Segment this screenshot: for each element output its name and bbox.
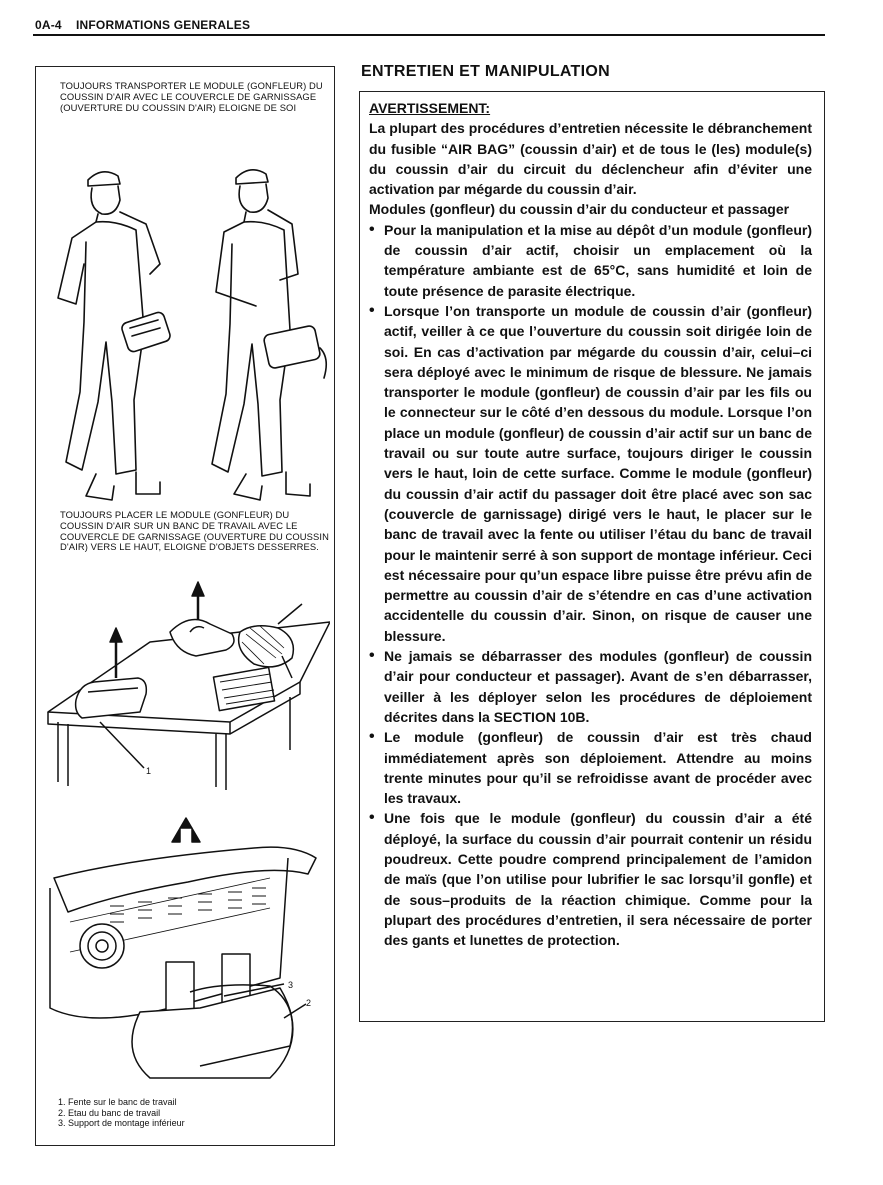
page-number: 0A-4 [35,18,62,32]
bullet-item: • Une fois que le module (gonfleur) du coussin d’air a été déployé, la surface du coussin d’air pourrait contenir un résidu poudreux. Cette poudre comprend principalement de l’amidon de maïs (que l’on utilise pour lubrifier le sac lorsqu’il gonfle) et de sous–produits de la réaction chimique. Comme pour la plupart des procédures d’entretien, il sera nécessaire de porter des gants et lunettes de protection. [369,808,812,950]
carrying-workers-illustration [40,152,330,512]
mounting-bracket-1 [166,962,194,1012]
warning-title: AVERTISSEMENT: [369,100,491,116]
warning-subheading: Modules (gonfleur) du coussin d’air du conducteur et passager [369,201,790,218]
workbench-illustration [40,572,330,792]
warning-bullets [369,220,812,951]
caption-place: TOUJOURS PLACER LE MODULE (GONFLEUR) DU COUSSIN D'AIR SUR UN BANC DE TRAVAIL AVEC LE COUVERCLE DE GARNISSAGE (OUVERTURE DU COUSSIN D'AIR) VERS LE HAUT, ELOIGNE D'OBJETS DESSERRES. [60,509,329,553]
bullet-item: • Ne jamais se débarrasser des modules (gonfleur) de coussin d’air pour conducteur et passager). Avant de s’en débarrasser, veiller à les déployer selon les procédures de déploiement décrites dans la SECTION 10B. [369,646,812,727]
airbag-module-2 [263,325,321,369]
figure-legend [58,1097,185,1129]
caption-carry: TOUJOURS TRANSPORTER LE MODULE (GONFLEUR) DU COUSSIN D'AIR AVEC LE COUVERCLE DE GARNISSAGE (OUVERTURE DU COUSSIN D'AIR) ELOIGNE DE SOI [60,80,323,113]
vise-mounting-illustration [40,802,330,1092]
worker-1-cap [88,172,120,186]
worker-2-cap [236,170,268,184]
legend-item: 2. Etau du banc de travail [58,1107,161,1118]
bullet-item: • Le module (gonfleur) de coussin d’air est très chaud immédiatement après son déploiement. Attendre au moins trente minutes pour qu’il se refroidisse avant de procéder avec les travaux. [369,727,812,808]
callout-1: 1 [146,766,152,776]
bullet-item: • Pour la manipulation et la mise au dépôt d’un module (gonfleur) de coussin d’air actif, choisir un emplacement où la température ambiante est de 65°C, sans humidité et loin de toute présence de parasite électrique. [369,220,812,301]
header-title: INFORMATIONS GENERALES [76,18,251,32]
section-title: ENTRETIEN ET MANIPULATION [361,63,610,80]
large-up-arrow [172,818,200,842]
header-rule [33,34,825,36]
legend-item: 1. Fente sur le banc de travail [58,1097,177,1107]
callout-2: 2 [306,998,312,1008]
warning-intro: La plupart des procédures d’entretien nécessite le débranchement du fusible “AIR BAG” (coussin d’air) et de tous le (les) module(s) du coussin d’air du circuit du déclencheur afin d’éviter une activation par mégarde du coussin d’air. [369,120,812,198]
illustration-panel [35,66,335,1146]
maintenance-section [359,63,825,1022]
page-header [33,16,825,36]
legend-item: 3. Support de montage inférieur [58,1118,185,1129]
callout-3: 3 [288,980,294,990]
bullet-item: • Lorsque l’on transporte un module de coussin d’air (gonfleur) actif, veiller à ce que l’ouverture du coussin soit dirigée loin de soi. En cas d’activation par mégarde du coussin d’air, celui–ci sera déployé avec le minimum de risque de blessure. Ne jamais transporter le module (gonfleur) de coussin d’air par les fils ou le connecteur sur le côté d’en dessous du module. Lorsque l’on place un module (gonfleur) de coussin d’air actif sur un banc de travail ou sur toute autre surface, toujours diriger le coussin vers le haut, loin de cette surface. Comme le module (gonfleur) du coussin d’air actif du passager doit être placé avec son sac (couvercle de garnissage) dirigé vers le haut, le placer sur le banc de travail avec la fente ou utiliser l’étau du banc de travail pour le maintenir serré à son support de montage inférieur. Ceci est nécessaire pour qu’un espace libre puisse être prévu afin de permettre au coussin d’air de s’étendre en cas d’une activation accidentelle du coussin d’air. Sinon, on risque de causer une blessure. [369,301,812,646]
warning-box [359,91,825,1022]
module-on-bench [76,678,147,718]
